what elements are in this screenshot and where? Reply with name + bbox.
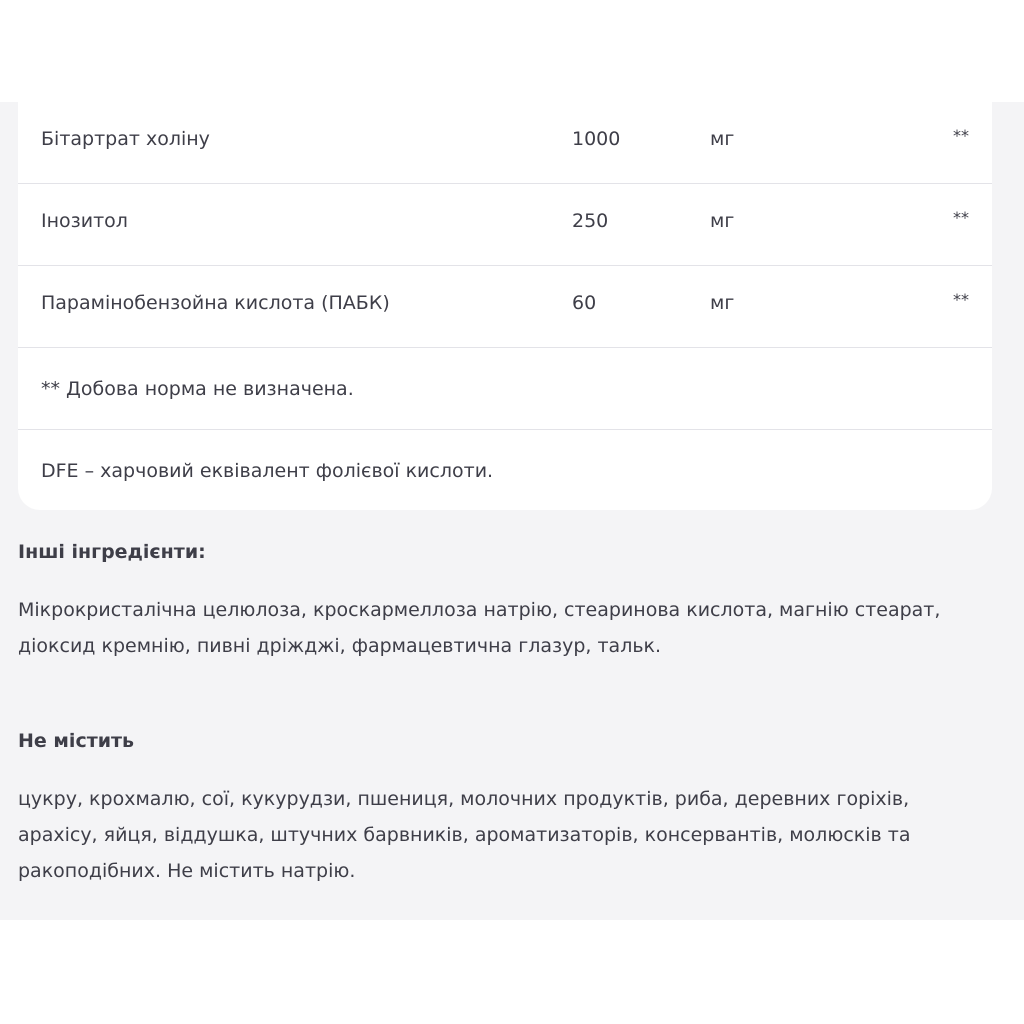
nutrient-table <box>18 102 992 510</box>
table-row <box>18 102 992 184</box>
daily-value-mark: ** <box>953 126 969 145</box>
table-row <box>18 266 992 348</box>
table-note-row <box>18 348 992 430</box>
nutrient-name: Бітартрат холіну <box>41 128 210 150</box>
text-line: цукру, крохмалю, сої, кукурудзи, пшениця, молочних продуктів, риба, деревних горіхів, <box>18 788 910 810</box>
other-ingredients-text <box>18 592 998 664</box>
dfe-note: DFE – харчовий еквівалент фолієвої кислоти. <box>41 460 494 482</box>
nutrient-unit: мг <box>710 210 735 232</box>
daily-value-mark: ** <box>953 208 969 227</box>
daily-value-mark: ** <box>953 290 969 309</box>
text-line: арахісу, яйця, віддушка, штучних барвників, ароматизаторів, консервантів, молюсків та <box>18 824 911 846</box>
nutrient-amount: 60 <box>572 292 597 314</box>
nutrient-amount: 1000 <box>572 128 621 150</box>
nutrient-unit: мг <box>710 292 735 314</box>
nutrient-unit: мг <box>710 128 735 150</box>
nutrient-name: Парамінобензойна кислота (ПАБК) <box>41 292 390 314</box>
text-line: діоксид кремнію, пивні дріжджі, фармацевтична глазур, тальк. <box>18 635 662 657</box>
does-not-contain-heading: Не містить <box>18 730 135 752</box>
text-line: ракоподібних. Не містить натрію. <box>18 860 356 882</box>
daily-value-note: ** Добова норма не визначена. <box>41 378 354 400</box>
other-ingredients-heading: Інші інгредієнти: <box>18 541 206 563</box>
table-row <box>18 184 992 266</box>
nutrient-name: Інозитол <box>41 210 128 232</box>
does-not-contain-text <box>18 781 998 889</box>
nutrient-amount: 250 <box>572 210 609 232</box>
content-panel <box>0 102 1024 920</box>
text-line: Мікрокристалічна целюлоза, кроскармеллоза натрію, стеаринова кислота, магнію стеарат, <box>18 599 941 621</box>
table-note-row <box>18 430 992 510</box>
